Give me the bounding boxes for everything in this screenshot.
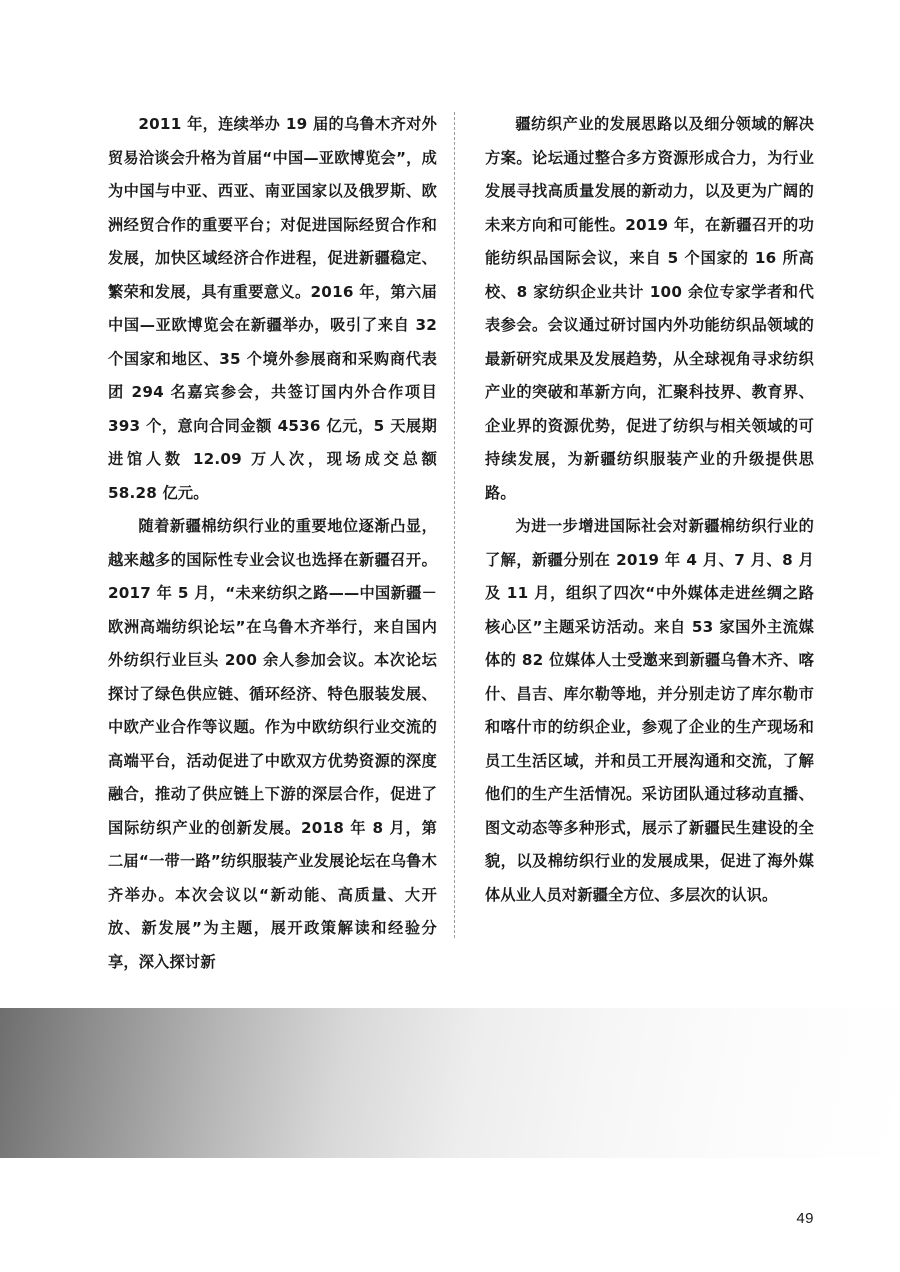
paragraph: 为进一步增进国际社会对新疆棉纺织行业的了解，新疆分别在 2019 年 4 月、7 月、8 月及 11 月，组织了四次“中外媒体走进丝绸之路核心区”主题采访活动。来自 53 家国外主流媒体的 82 位媒体人士受邀来到新疆乌鲁木齐、喀什、昌吉、库尔勒等地，并分别走访了库尔勒市和喀什市的纺织企业，参观了企业的生产现场和员工生活区域，并和员工开展沟通和交流，了解他们的生产生活情况。采访团队通过移动直播、图文动态等多种形式，展示了新疆民生建设的全貌，以及棉纺织行业的发展成果，促进了海外媒体从业人员对新疆全方位、多层次的认识。	[485, 517, 814, 904]
right-column	[485, 108, 814, 948]
left-column	[108, 108, 437, 971]
text-columns	[108, 108, 814, 971]
paragraph: 随着新疆棉纺织行业的重要地位逐渐凸显，越来越多的国际性专业会议也选择在新疆召开。2017 年 5 月，“未来纺织之路——中国新疆－欧洲高端纺织论坛”在乌鲁木齐举行，来自国内外纺织行业巨头 200 余人参加会议。本次论坛探讨了绿色供应链、循环经济、特色服装发展、中欧产业合作等议题。作为中欧纺织行业交流的高端平台，活动促进了中欧双方优势资源的深度融合，推动了供应链上下游的深层合作，促进了国际纺织产业的创新发展。2018 年 8 月，第二届“一带一路”纺织服装产业发展论坛在乌鲁木齐举办。本次会议以“新动能、高质量、大开放、新发展”为主题，展开政策解读和经验分享，深入探讨新	[108, 517, 437, 971]
paragraph: 疆纺织产业的发展思路以及细分领域的解决方案。论坛通过整合多方资源形成合力，为行业发展寻找高质量发展的新动力，以及更为广阔的未来方向和可能性。2019 年，在新疆召开的功能纺织品国际会议，来自 5 个国家的 16 所高校、8 家纺织企业共计 100 余位专家学者和代表参会。会议通过研讨国内外功能纺织品领域的最新研究成果及发展趋势，从全球视角寻求纺织产业的突破和革新方向，汇聚科技界、教育界、企业界的资源优势，促进了纺织与相关领域的可持续发展，为新疆纺织服装产业的升级提供思路。	[485, 115, 814, 502]
column-divider	[454, 112, 455, 938]
decorative-gradient-band	[0, 1008, 900, 1158]
page-number: 49	[796, 1210, 814, 1227]
paragraph: 2011 年，连续举办 19 届的乌鲁木齐对外贸易洽谈会升格为首届“中国—亚欧博览会”，成为中国与中亚、西亚、南亚国家以及俄罗斯、欧洲经贸合作的重要平台；对促进国际经贸合作和发展，加快区域经济合作进程，促进新疆稳定、繁荣和发展，具有重要意义。2016 年，第六届中国—亚欧博览会在新疆举办，吸引了来自 32 个国家和地区、35 个境外参展商和采购商代表团 294 名嘉宾参会，共签订国内外合作项目 393 个，意向合同金额 4536 亿元，5 天展期进馆人数 12.09 万人次，现场成交总额 58.28 亿元。	[108, 115, 437, 502]
